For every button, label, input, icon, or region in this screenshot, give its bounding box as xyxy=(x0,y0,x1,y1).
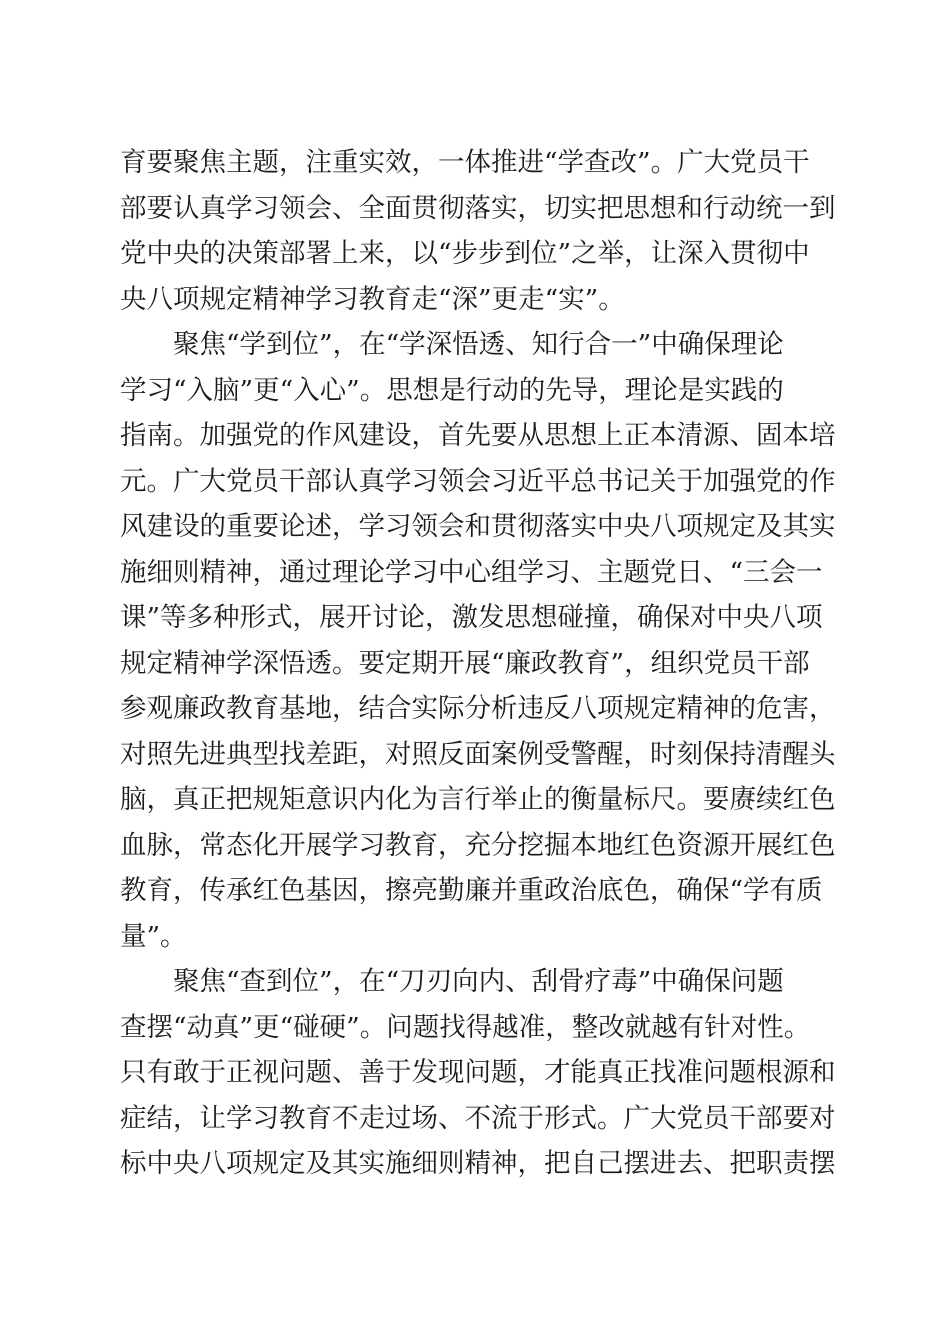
text-line: 学习“入脑”更“入心”。思想是行动的先导，理论是实践的 xyxy=(120,374,784,406)
text-line: 风建设的重要论述，学习领会和贯彻落实中央八项规定及其实 xyxy=(120,511,836,542)
text-line: 元。广大党员干部认真学习领会习近平总书记关于加强党的作 xyxy=(120,465,836,497)
text-line: 育要聚焦主题，注重实效，一体推进“学查改”。广大党员干 xyxy=(120,147,810,178)
text-line: 央八项规定精神学习教育走“深”更走“实”。 xyxy=(120,283,625,315)
text-line: 党中央的决策部署上来，以“步步到位”之举，让深入贯彻中 xyxy=(120,238,810,269)
text-line: 症结，让学习教育不走过场、不流于形式。广大党员干部要对 xyxy=(120,1102,836,1134)
text-line: 参观廉政教育基地，结合实际分析违反八项规定精神的危害， xyxy=(120,693,836,724)
text-line: 部要认真学习领会、全面贯彻落实，切实把思想和行动统一到 xyxy=(120,192,836,224)
text-line: 标中央八项规定及其实施细则精神，把自己摆进去、把职责摆 xyxy=(120,1148,836,1179)
text-line: 课”等多种形式，展开讨论，激发思想碰撞，确保对中央八项 xyxy=(120,602,823,633)
text-line: 规定精神学深悟透。要定期开展“廉政教育”，组织党员干部 xyxy=(120,647,810,679)
paragraph-inspect xyxy=(120,959,840,1187)
paragraph-study xyxy=(120,322,840,959)
text-line: 查摆“动真”更“碰硬”。问题找得越准，整改就越有针对性。 xyxy=(120,1011,811,1043)
text-line: 血脉，常态化开展学习教育，充分挖掘本地红色资源开展红色 xyxy=(120,829,836,861)
text-line: 对照先进典型找差距，对照反面案例受警醒，时刻保持清醒头 xyxy=(120,738,836,770)
text-line: 只有敢于正视问题、善于发现问题，才能真正找准问题根源和 xyxy=(120,1057,836,1088)
text-line: 聚焦“学到位”，在“学深悟透、知行合一”中确保理论 xyxy=(173,329,784,360)
paragraph-intro xyxy=(120,140,840,322)
body-text xyxy=(120,140,840,1187)
text-line: 量”。 xyxy=(120,920,187,952)
text-line: 指南。加强党的作风建设，首先要从思想上正本清源、固本培 xyxy=(120,420,836,451)
text-line: 施细则精神，通过理论学习中心组学习、主题党日、“三会一 xyxy=(120,556,823,588)
text-line: 教育，传承红色基因，擦亮勤廉并重政治底色，确保“学有质 xyxy=(120,875,823,906)
text-line: 脑，真正把规矩意识内化为言行举止的衡量标尺。要赓续红色 xyxy=(120,784,836,815)
text-line: 聚焦“查到位”，在“刀刃向内、刮骨疗毒”中确保问题 xyxy=(173,966,784,997)
